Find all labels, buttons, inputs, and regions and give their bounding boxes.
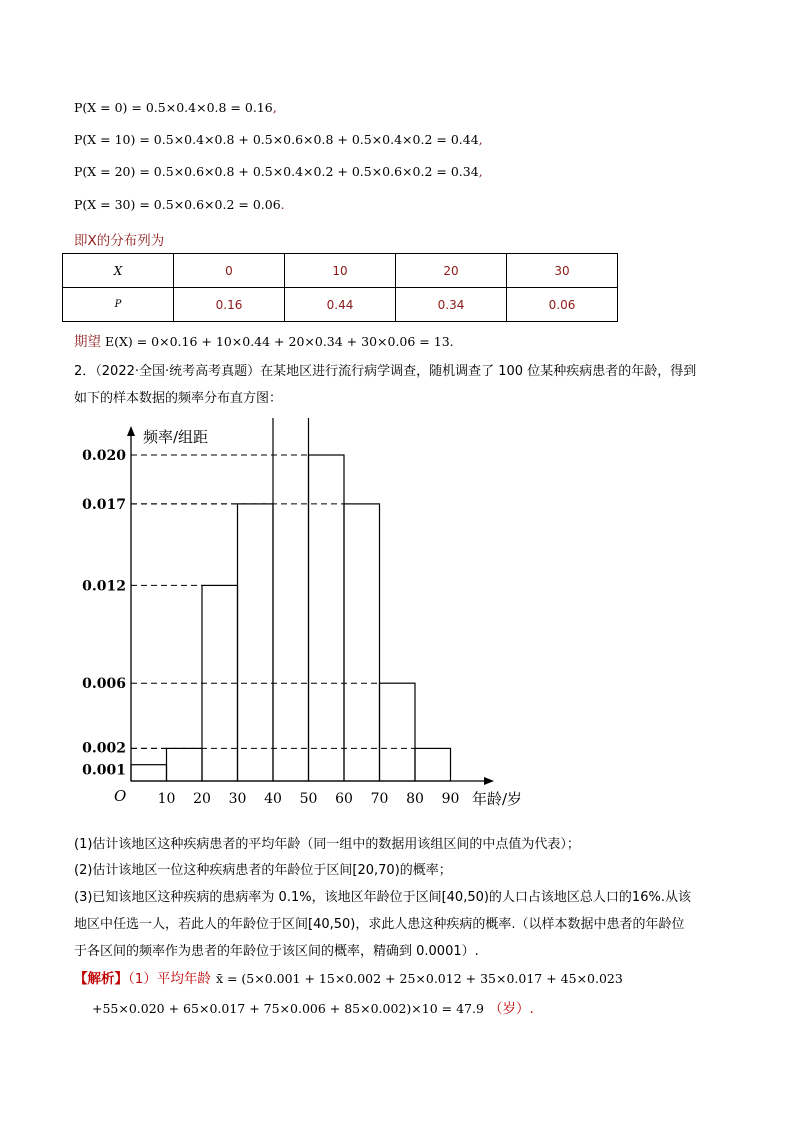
table-cell: 0.44	[285, 288, 396, 322]
x-tick-label: 90	[441, 791, 460, 807]
prob-rhs: = 0.5×0.6×0.8 + 0.5×0.4×0.2 + 0.5×0.6×0.2 = 0.34	[135, 164, 479, 179]
expectation-formula: E(X) = 0×0.16 + 10×0.44 + 20×0.34 + 30×0.06 = 13.	[104, 334, 454, 349]
table-row	[63, 254, 618, 288]
frequency-histogram	[0, 418, 560, 818]
x-axis-label: 年龄/岁	[472, 790, 523, 808]
y-tick-label: 0.006	[82, 676, 126, 693]
x-tick-label: 80	[406, 791, 424, 807]
prob-lhs: P(X = 20)	[74, 164, 136, 179]
solution-formula-1: x̄ = (5×0.001 + 15×0.002 + 25×0.012 + 35×0.017 + 45×0.023	[215, 971, 623, 986]
table-row	[63, 288, 618, 322]
y-tick-label: 0.002	[82, 740, 126, 757]
problem-line-1: 2．（2022·全国·统考高考真题）在某地区进行流行病学调查，随机调查了 100 位某种疾病患者的年龄，得到	[74, 364, 697, 379]
table-cell: 10	[285, 254, 396, 288]
expectation-line	[74, 330, 454, 350]
prob-lhs: P(X = 30)	[74, 197, 136, 212]
histogram-bar	[415, 748, 451, 781]
y-tick-label: 0.020	[82, 448, 126, 464]
solution-part: （1）平均年龄	[128, 971, 211, 987]
x-tick-label: 70	[370, 791, 389, 807]
problem-line-2: 如下的样本数据的频率分布直方图：	[74, 391, 283, 406]
distribution-intro: 即X的分布列为	[74, 233, 165, 249]
table-cell: 0.06	[507, 288, 618, 322]
prob-punct: ,	[478, 132, 483, 147]
question-3-line-2: 地区中任选一人，若此人的年龄位于区间[40,50)，求此人患这种疾病的概率.（以样本数据中患者的年龄位	[74, 917, 685, 932]
histogram-bar	[167, 748, 203, 781]
prob-line-1	[74, 132, 483, 147]
y-axis-arrow-icon	[127, 426, 135, 436]
prob-punct: ,	[478, 164, 483, 179]
prob-rhs: = 0.5×0.6×0.2 = 0.06	[135, 197, 281, 212]
y-tick-label: 0.017	[82, 496, 126, 513]
y-tick-label: 0.001	[82, 762, 126, 779]
table-cell: X	[63, 254, 174, 288]
histogram-bar	[131, 765, 167, 781]
table-cell: 0.16	[174, 288, 285, 322]
prob-line-3	[74, 197, 285, 212]
prob-lhs: P(X = 0)	[74, 100, 128, 115]
question-3-line-3: 于各区间的频率作为患者的年龄位于该区间的概率，精确到 0.0001）.	[74, 944, 479, 959]
table-cell: 20	[396, 254, 507, 288]
prob-punct: .	[280, 197, 285, 212]
histogram-bar	[238, 504, 274, 781]
y-axis-label: 频率/组距	[143, 428, 209, 446]
prob-rhs: = 0.5×0.4×0.8 = 0.16	[127, 100, 273, 115]
histogram-bar	[273, 418, 309, 781]
expectation-label: 期望	[74, 334, 101, 350]
table-cell: P	[63, 288, 174, 322]
prob-punct: ,	[272, 100, 277, 115]
prob-rhs: = 0.5×0.4×0.8 + 0.5×0.6×0.8 + 0.5×0.4×0.2 = 0.44	[135, 132, 479, 147]
x-tick-label: 20	[193, 791, 211, 807]
y-tick-label: 0.012	[82, 578, 126, 595]
table-cell: 0	[174, 254, 285, 288]
histogram-bar	[344, 504, 380, 781]
question-2: (2)估计该地区一位这种疾病患者的年龄位于区间[20,70)的概率；	[74, 863, 452, 878]
prob-lhs: P(X = 10)	[74, 132, 136, 147]
table-cell: 30	[507, 254, 618, 288]
question-3-line-1: (3)已知该地区这种疾病的患病率为 0.1%，该地区年龄位于区间[40,50)的人口占该地区总人口的16%.从该	[74, 890, 691, 905]
origin-label: O	[114, 787, 127, 805]
x-tick-label: 10	[157, 791, 176, 807]
x-tick-label: 30	[228, 791, 247, 807]
solution-unit: （岁）.	[489, 1001, 534, 1017]
solution-line-1	[74, 967, 623, 987]
solution-formula-2: +55×0.020 + 65×0.017 + 75×0.006 + 85×0.002)×10 = 47.9	[92, 1001, 484, 1016]
distribution-table	[62, 253, 618, 322]
prob-line-0	[74, 100, 277, 115]
x-tick-label: 40	[264, 791, 282, 807]
question-1: (1)估计该地区这种疾病患者的平均年龄（同一组中的数据用该组区间的中点值为代表）；	[74, 837, 580, 852]
prob-line-2	[74, 164, 483, 179]
table-cell: 0.34	[396, 288, 507, 322]
x-tick-label: 60	[335, 791, 353, 807]
solution-line-2	[92, 997, 534, 1017]
histogram-bar	[380, 683, 416, 781]
x-axis-arrow-icon	[484, 777, 494, 785]
x-tick-label: 50	[299, 791, 318, 807]
solution-label: 【解析】	[74, 971, 128, 987]
